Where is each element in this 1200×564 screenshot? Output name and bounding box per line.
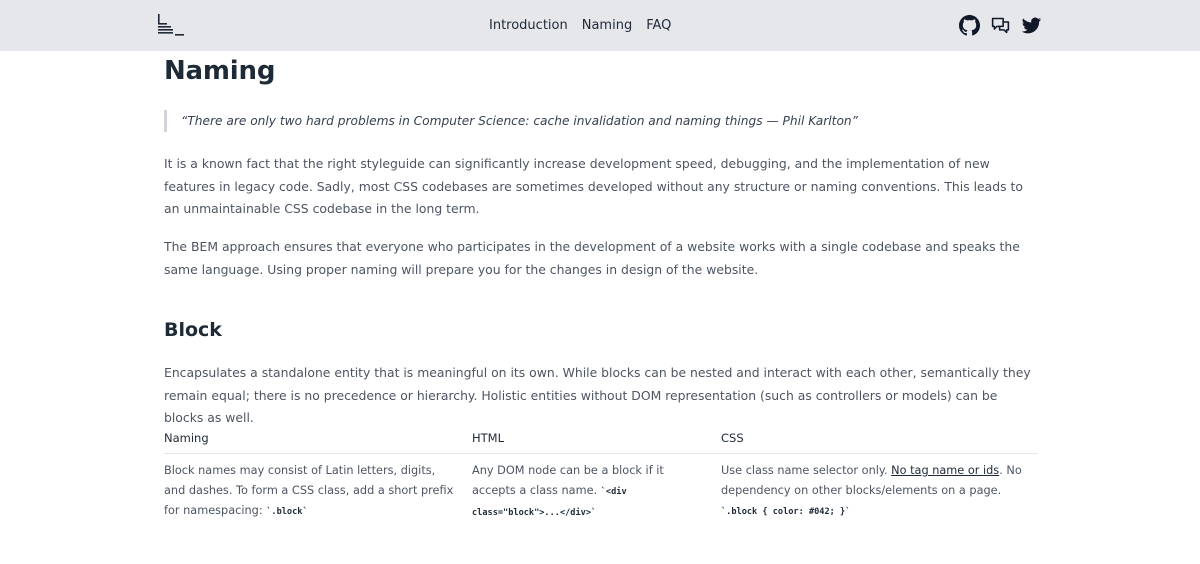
html-cell bbox=[472, 461, 702, 523]
quote: “There are only two hard problems in Computer Science: cache invalidation and naming things — Phil Karlton” bbox=[164, 110, 1038, 132]
column-header-css: CSS bbox=[721, 431, 744, 445]
naming-cell-text: Block names may consist of Latin letters, digits, and dashes. To form a CSS class, add a short prefix for namespacing: bbox=[164, 464, 454, 517]
stacked-lines-logo-icon[interactable] bbox=[157, 14, 185, 36]
section-title-block: Block bbox=[164, 319, 222, 341]
nav-naming[interactable]: Naming bbox=[581, 18, 633, 33]
column-header-naming: Naming bbox=[164, 431, 209, 445]
css-cell bbox=[721, 461, 1038, 522]
top-navigation-bar bbox=[0, 0, 1200, 51]
bem-paragraph: The BEM approach ensures that everyone who participates in the development of a website works with a single codebase and speaks the same language. Using proper naming will prepare you for the changes in design of the website. bbox=[164, 239, 1020, 277]
naming-table bbox=[164, 428, 1038, 534]
intro-paragraph: It is a known fact that the right styleguide can significantly increase development speed, debugging, and the implementation of new features in legacy code. Sadly, most CSS codebases are sometimes developed without any structure or naming conventions. This leads to an unmaintainable CSS codebase in the long term. bbox=[164, 156, 1023, 216]
main-nav bbox=[489, 17, 671, 35]
page-title: Naming bbox=[164, 56, 276, 86]
css-cell-text-post: . No dependency on other blocks/elements on a page. bbox=[721, 464, 1022, 497]
twitter-icon[interactable] bbox=[1021, 15, 1042, 36]
social-icons bbox=[959, 15, 1042, 36]
css-cell-text: Use class name selector only. bbox=[721, 464, 888, 477]
html-cell-code: `<div class="block">...</div>` bbox=[472, 487, 627, 518]
github-icon[interactable] bbox=[959, 15, 980, 36]
naming-cell-code: `.block` bbox=[266, 507, 308, 517]
css-cell-code: `.block { color: #042; }` bbox=[721, 507, 851, 517]
no-tag-name-link[interactable]: No tag name or ids bbox=[891, 464, 1000, 477]
column-header-html: HTML bbox=[472, 431, 505, 445]
naming-cell bbox=[164, 461, 459, 522]
html-cell-text: Any DOM node can be a block if it accepts a class name. bbox=[472, 464, 664, 497]
table-header bbox=[164, 428, 1038, 454]
nav-faq[interactable]: FAQ bbox=[646, 18, 672, 33]
table-row bbox=[164, 454, 1038, 534]
chat-bubbles-icon[interactable] bbox=[990, 15, 1011, 36]
block-description: Encapsulates a standalone entity that is meaningful on its own. While blocks can be nested and interact with each other, semantically they remain equal; there is no precedence or hierarchy. Holistic entities without DOM representation (such as controllers or models) can be blocks as well. bbox=[164, 365, 1031, 425]
nav-introduction[interactable]: Introduction bbox=[489, 18, 568, 33]
